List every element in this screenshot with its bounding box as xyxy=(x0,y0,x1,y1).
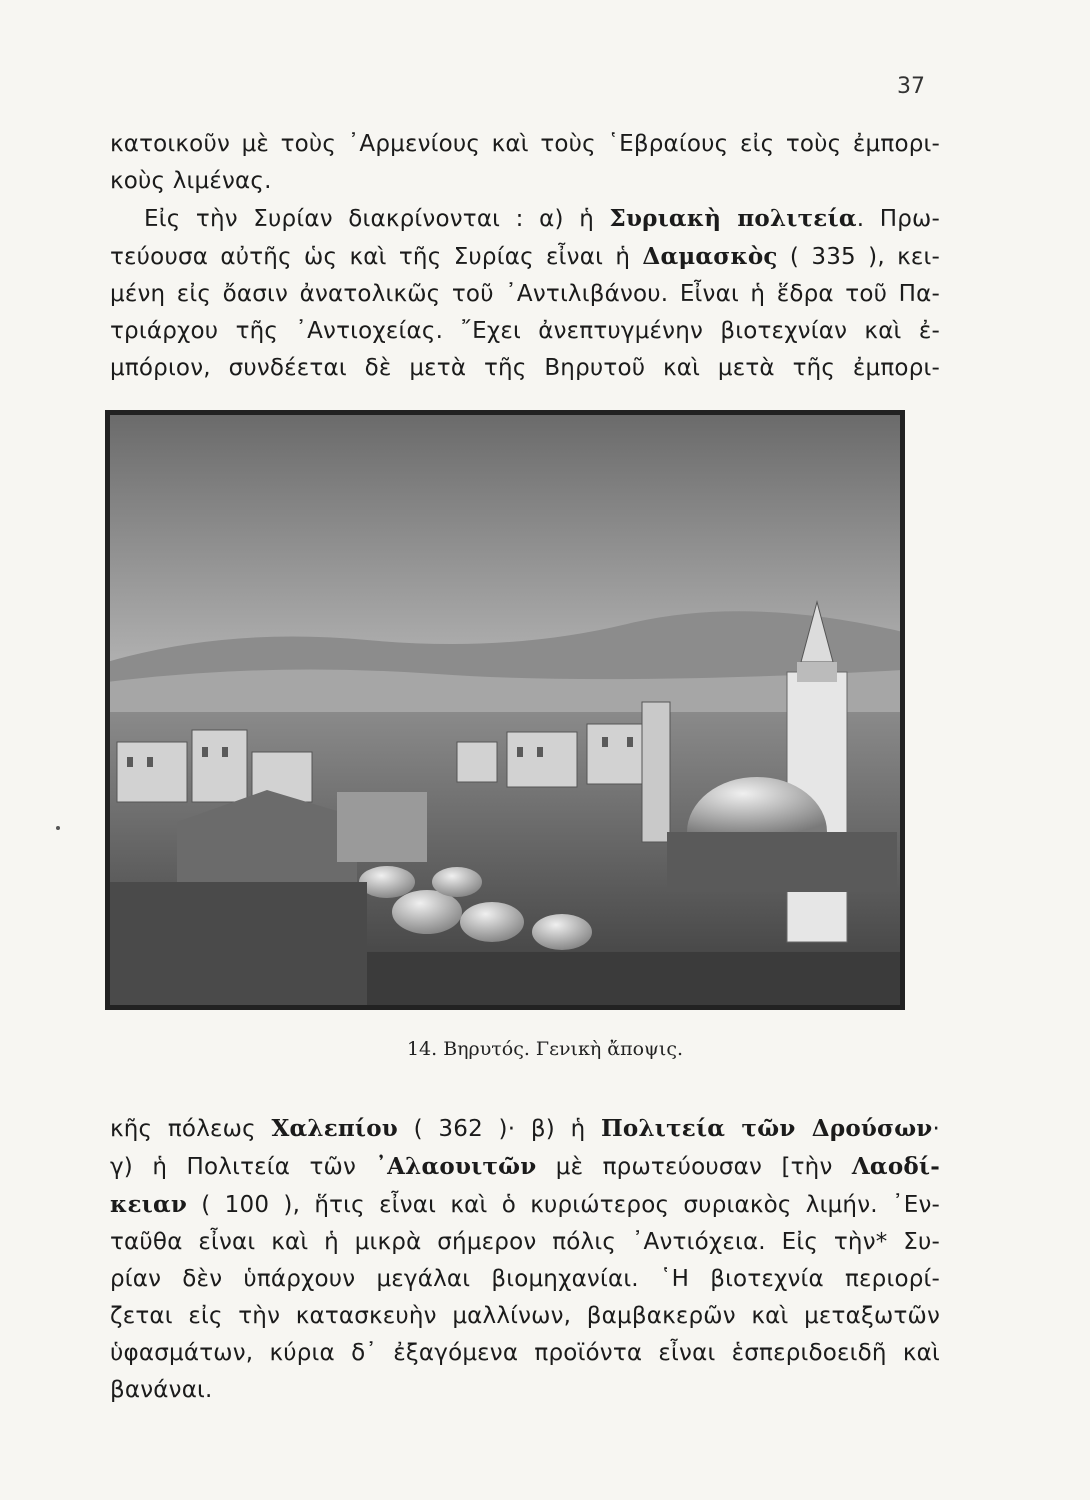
beirut-photograph xyxy=(105,410,905,1010)
figure-caption: 14. Βηρυτός. Γενικὴ ἄποψις. xyxy=(406,1038,684,1060)
term-chalepiou: Χαλεπίου xyxy=(271,1115,398,1142)
term-politeia-drouson: Πολιτεία τῶν Δρούσων xyxy=(601,1115,933,1142)
text-line: γ) ἡ Πολιτεία τῶν ᾿Αλαουιτῶν μὲ πρωτεύουσαν [τὴν Λαοδί- xyxy=(110,1153,940,1180)
margin-mark xyxy=(56,826,60,830)
term-laodikeia-part1: Λαοδί- xyxy=(851,1153,940,1180)
text-line: κειαν ( 100 ), ἥτις εἶναι καὶ ὁ κυριώτερος συριακὸς λιμήν. ᾿Εν- xyxy=(110,1191,940,1218)
term-damaskos: Δαμασκὸς xyxy=(642,243,778,270)
text-line: ὑφασμάτων, κύρια δ᾿ ἐξαγόμενα προϊόντα εἶναι ἑσπεριδοειδῆ καὶ xyxy=(110,1340,940,1366)
text-line: κοὺς λιμένας. xyxy=(110,168,272,194)
text-line: κῆς πόλεως Χαλεπίου ( 362 )· β) ἡ Πολιτεία τῶν Δρούσων· xyxy=(110,1115,940,1142)
term-alaouiton: ᾿Αλαουιτῶν xyxy=(375,1153,537,1180)
text-line: βανάναι. xyxy=(110,1377,213,1403)
text-line: Εἰς τὴν Συρίαν διακρίνονται : α) ἡ Συριακὴ πολιτεία. Πρω- xyxy=(144,205,940,232)
beirut-photo-illustration xyxy=(107,412,903,1008)
text-line: ζεται εἰς τὴν κατασκευὴν μαλλίνων, βαμβακερῶν καὶ μεταξωτῶν xyxy=(110,1303,940,1329)
text-line: ρίαν δὲν ὑπάρχουν μεγάλαι βιομηχανίαι. ῾Η βιοτεχνία περιορί- xyxy=(110,1266,940,1292)
term-laodikeia-part2: κειαν xyxy=(110,1191,188,1218)
text-line: μπόριον, συνδέεται δὲ μετὰ τῆς Βηρυτοῦ καὶ μετὰ τῆς ἐμπορι- xyxy=(110,355,940,381)
text-line: ταῦθα εἶναι καὶ ἡ μικρὰ σήμερον πόλις ᾿Αντιόχεια. Εἰς τὴν* Συ- xyxy=(110,1229,940,1255)
text-line: μένη εἰς ὄασιν ἀνατολικῶς τοῦ ᾿Αντιλιβάνου. Εἶναι ἡ ἕδρα τοῦ Πα- xyxy=(110,281,940,307)
page-number: 37 xyxy=(897,74,925,99)
text-line: κατοικοῦν μὲ τοὺς ᾿Αρμενίους καὶ τοὺς ῾Εβραίους εἰς τοὺς ἐμπορι- xyxy=(110,131,940,157)
bottom-paragraphs xyxy=(110,1110,940,1409)
text-line: τεύουσα αὐτῆς ὡς καὶ τῆς Συρίας εἶναι ἡ Δαμασκὸς ( 335 ), κει- xyxy=(110,243,940,270)
term-syriaki-politeia: Συριακὴ πολιτεία xyxy=(609,205,857,232)
top-paragraphs xyxy=(110,126,940,387)
text-line: τριάρχου τῆς ᾿Αντιοχείας. ῎Εχει ἀνεπτυγμένην βιοτεχνίαν καὶ ἐ- xyxy=(110,318,940,344)
